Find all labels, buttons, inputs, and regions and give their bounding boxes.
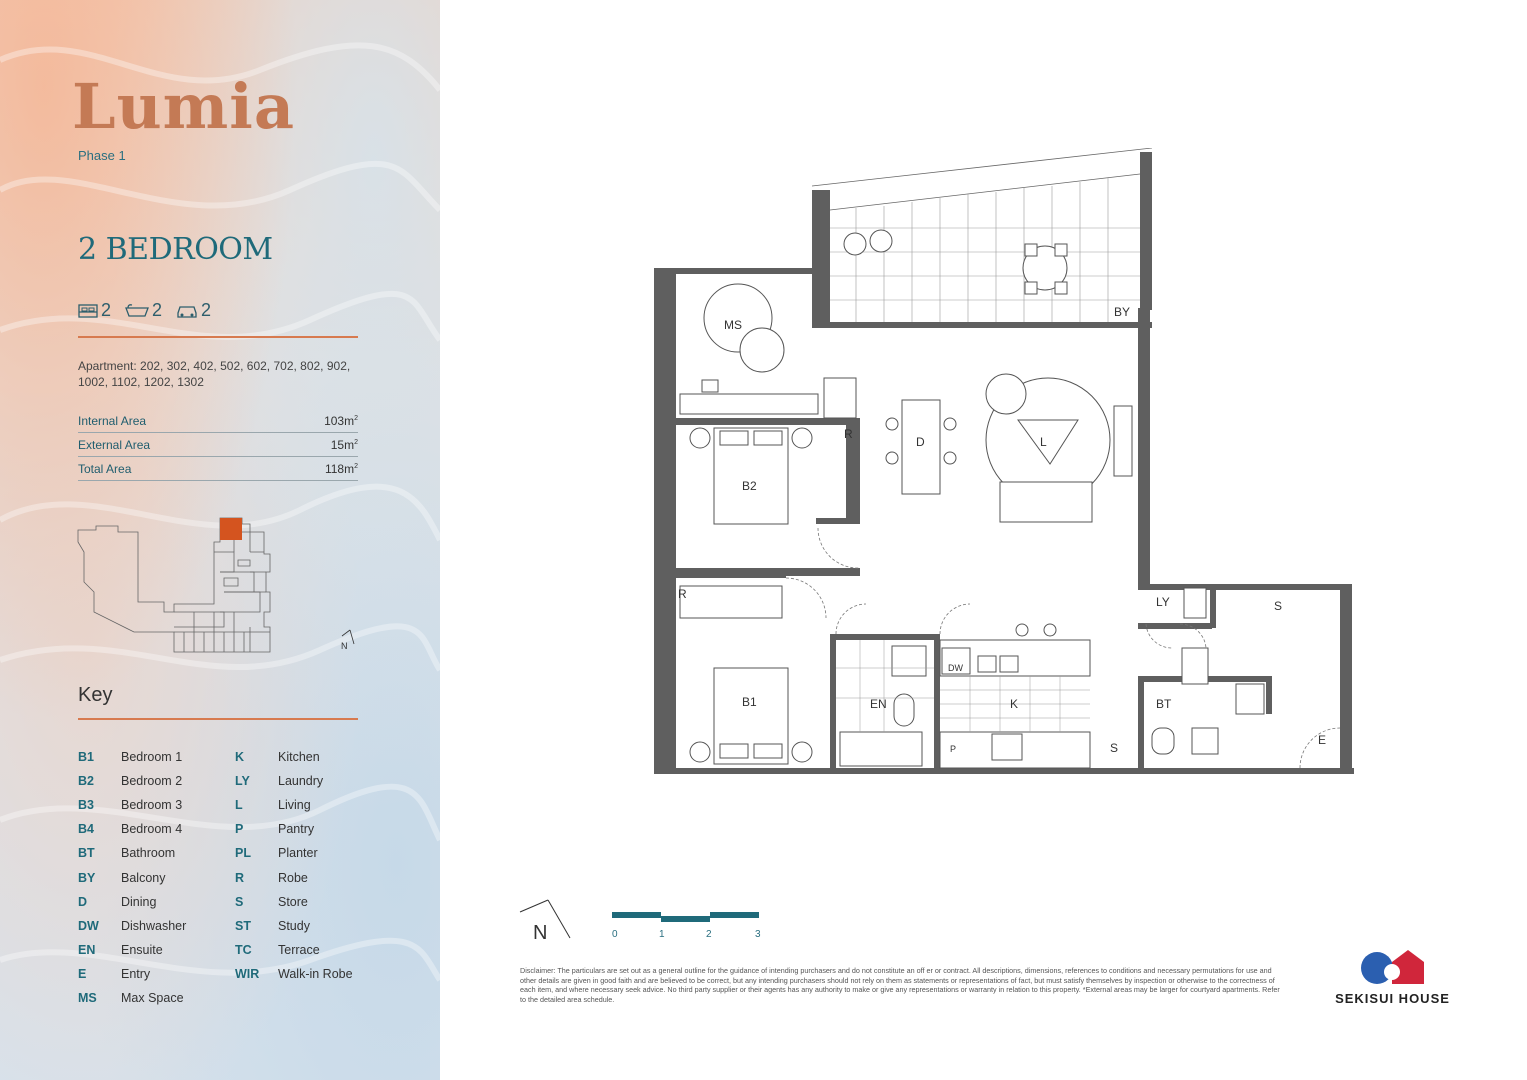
key-item: [235, 769, 353, 793]
key-item: [78, 914, 186, 938]
key-code: L: [235, 798, 243, 813]
area-row: [78, 433, 358, 457]
key-desc: Laundry: [278, 774, 324, 789]
key-code: BY: [78, 870, 96, 885]
car-count: 2: [201, 300, 212, 320]
key-desc: Dining: [121, 894, 157, 909]
label-store: S: [1274, 599, 1283, 613]
label-en: EN: [870, 697, 887, 711]
logo-text: SEKISUI HOUSE: [1335, 991, 1450, 1006]
area-label: External Area: [78, 437, 151, 452]
furniture: [680, 284, 1264, 768]
scale-bar: [612, 910, 762, 924]
key-desc: Planter: [278, 846, 318, 861]
key-desc: Entry: [121, 966, 151, 981]
divider: [78, 718, 358, 720]
key-desc: Pantry: [278, 822, 315, 837]
key-code: D: [78, 894, 88, 909]
key-list-left: [78, 745, 186, 1010]
key-desc: Balcony: [121, 870, 166, 885]
key-code: TC: [235, 942, 252, 957]
key-item: [235, 938, 353, 962]
key-desc: Bedroom 2: [121, 774, 183, 789]
north-label: N: [533, 922, 548, 944]
key-desc: Walk-in Robe: [278, 966, 353, 981]
key-item: [235, 865, 353, 889]
label-robe-b2: R: [844, 427, 853, 441]
area-row: [78, 409, 358, 433]
key-code: DW: [78, 918, 99, 933]
key-desc: Max Space: [121, 990, 184, 1005]
label-robe-b1: R: [678, 587, 687, 601]
label-entry: E: [1318, 733, 1327, 747]
key-code: WIR: [235, 966, 260, 981]
key-desc: Study: [278, 918, 310, 933]
area-value: $103m^2$: [324, 413, 358, 428]
label-ly: LY: [1156, 595, 1170, 609]
keyplan-north-label: N: [341, 641, 348, 651]
label-d: D: [916, 435, 925, 449]
scale-tick: 3: [755, 929, 761, 940]
key-code: LY: [235, 774, 250, 789]
phase-label: Phase 1: [78, 148, 126, 163]
car-icon: [176, 303, 198, 319]
divider: [78, 336, 358, 338]
label-store-kitchen: S: [1110, 741, 1119, 755]
key-desc: Robe: [278, 870, 308, 885]
key-code: E: [78, 966, 87, 981]
bathroom-count: 2: [152, 300, 163, 320]
brand-logo: Lumia: [72, 70, 295, 143]
label-bt: BT: [1156, 697, 1172, 711]
key-code: R: [235, 870, 245, 885]
scale-tick: 1: [659, 929, 665, 940]
label-b1: B1: [742, 695, 757, 709]
label-k: K: [1010, 697, 1019, 711]
key-code: S: [235, 894, 244, 909]
label-b2: B2: [742, 479, 757, 493]
key-desc: Terrace: [278, 942, 320, 957]
key-code: P: [235, 822, 244, 837]
key-item: [78, 769, 186, 793]
bedroom-spec: [78, 300, 111, 321]
floor-plan: [640, 148, 1360, 788]
bedroom-count: 2: [101, 300, 112, 320]
key-desc: Bedroom 4: [121, 822, 183, 837]
car-spec: [176, 300, 211, 321]
unit-title: 2 BEDROOM: [78, 232, 273, 267]
key-code: PL: [235, 846, 251, 861]
unit-specs: [78, 300, 211, 321]
area-row: [78, 457, 358, 481]
key-code: EN: [78, 942, 96, 957]
label-ms: MS: [724, 318, 742, 332]
area-table: [78, 409, 358, 481]
bathroom-spec: [125, 300, 162, 321]
key-item: [78, 986, 186, 1010]
key-item: [235, 962, 353, 986]
sidebar: [0, 0, 440, 1080]
area-value: $118m^2$: [324, 461, 358, 476]
key-item: [235, 793, 353, 817]
key-desc: Store: [278, 894, 308, 909]
key-item: [235, 841, 353, 865]
key-desc: Bedroom 1: [121, 750, 183, 765]
area-label: Total Area: [78, 461, 132, 476]
key-desc: Bedroom 3: [121, 798, 183, 813]
unit-highlight: [220, 518, 242, 540]
key-code: B3: [78, 798, 94, 813]
disclaimer: Disclaimer: The particulars are set out as a general outline for the guidance of intending purchasers and do not constitute an off er or contract. All descriptions, dimensions, references to conditions and necessary permutations for use and other details are given in good faith and are believed to be correct, but any intending purchasers should not rely on them as statements or representations of fact, but must satisfy themselves by inspection or otherwise to the correctness of each item, and where necessary seek advice. No third party supplier or their agents has any authority to make or give any representations or warranty in relation to this property. *External areas may be larger for courtyard apartments. Refer to the detailed area schedule.: [520, 966, 1280, 1004]
key-code: B2: [78, 774, 94, 789]
key-desc: Kitchen: [278, 750, 320, 765]
building-key-plan: [74, 512, 374, 662]
area-label: Internal Area: [78, 413, 147, 428]
apartment-numbers: Apartment: 202, 302, 402, 502, 602, 702, 802, 902, 1002, 1102, 1202, 1302: [78, 359, 351, 389]
key-code: B1: [78, 750, 94, 765]
key-desc: Living: [278, 798, 311, 813]
bed-icon: [78, 303, 98, 319]
scale-tick: 0: [612, 929, 618, 940]
key-item: [235, 890, 353, 914]
key-code: ST: [235, 918, 251, 933]
key-item: [235, 914, 353, 938]
key-item: [235, 817, 353, 841]
key-item: [78, 841, 186, 865]
key-code: MS: [78, 990, 97, 1005]
sekisui-house-icon: [1330, 948, 1455, 984]
area-value: $15m^2$: [330, 437, 358, 452]
label-l: L: [1040, 435, 1047, 449]
key-code: B4: [78, 822, 94, 837]
key-title: Key: [78, 684, 113, 706]
key-item: [235, 745, 353, 769]
bath-icon: [125, 303, 149, 319]
balcony: [812, 148, 1152, 322]
north-arrow-icon: [518, 898, 578, 942]
key-item: [78, 865, 186, 889]
key-item: [78, 793, 186, 817]
key-desc: Bathroom: [121, 846, 176, 861]
key-item: [78, 890, 186, 914]
scale-labels: [612, 929, 772, 943]
key-item: [78, 938, 186, 962]
key-item: [78, 962, 186, 986]
balcony-furniture: [844, 230, 1067, 294]
key-desc: Dishwasher: [121, 918, 187, 933]
key-list-right: [235, 745, 353, 986]
key-desc: Ensuite: [121, 942, 163, 957]
key-code: K: [235, 750, 245, 765]
scale-tick: 2: [706, 929, 712, 940]
label-pantry: P: [950, 744, 957, 754]
sekisui-logo: [1330, 948, 1455, 1006]
key-code: BT: [78, 846, 95, 861]
label-dw: DW: [948, 663, 963, 673]
key-item: [78, 745, 186, 769]
label-by: BY: [1114, 305, 1131, 319]
key-item: [78, 817, 186, 841]
